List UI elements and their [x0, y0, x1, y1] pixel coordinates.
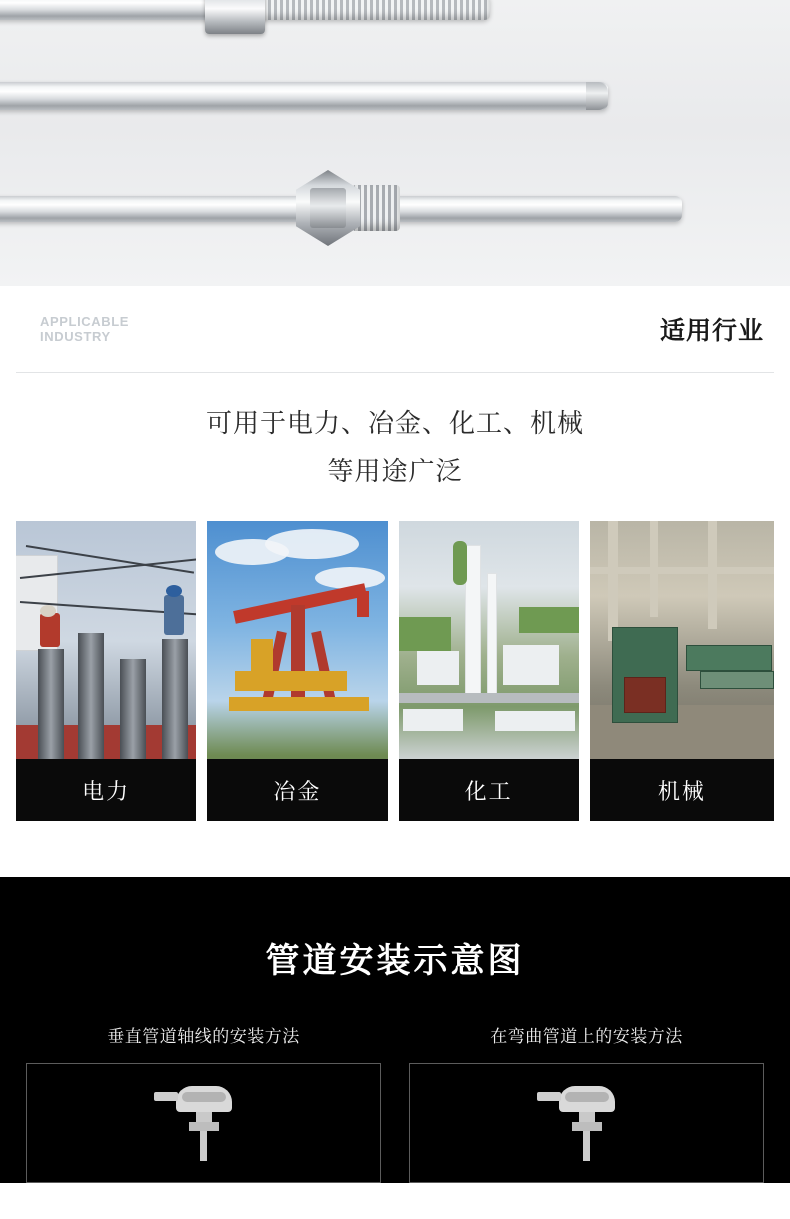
- factory-pipe-1: [608, 521, 618, 641]
- section-title-chinese: 适用行业: [659, 317, 764, 345]
- cloud-2: [265, 529, 359, 559]
- pumpjack-foundation: [229, 697, 369, 711]
- sensor-mounting-nut: [189, 1122, 219, 1131]
- distillation-tower-1: [465, 545, 481, 695]
- industry-headline-line1: 可用于电力、冶金、化工、机械: [205, 408, 584, 438]
- product-photo-gallery: [0, 0, 790, 286]
- product-photo-middle-rod: [0, 82, 608, 110]
- hex-nut-top: [205, 0, 265, 34]
- installation-diagram-bend: [409, 1022, 764, 1183]
- green-area-1: [399, 617, 451, 651]
- plant-road: [399, 693, 579, 703]
- installation-diagram-row: [0, 1022, 790, 1183]
- plant-building-3: [403, 709, 463, 731]
- sensor-mounting-nut: [572, 1122, 602, 1131]
- section-label-english-line2: INDUSTRY: [40, 329, 111, 344]
- insulator-2: [78, 633, 104, 759]
- installation-diagram-vertical-box: [26, 1063, 381, 1183]
- distillation-tower-2: [487, 573, 497, 695]
- installation-diagram-section: [0, 877, 790, 1183]
- installation-diagram-bend-caption: 在弯曲管道上的安装方法: [490, 1027, 683, 1046]
- green-area-2: [519, 607, 579, 633]
- industry-card-machinery-label: 机械: [590, 759, 774, 821]
- insulator-3: [120, 659, 146, 759]
- worker-1: [40, 613, 60, 647]
- installation-diagram-vertical-caption: 垂直管道轴线的安装方法: [107, 1027, 300, 1046]
- industry-card-metallurgy[interactable]: [207, 521, 387, 821]
- section-header: [14, 286, 776, 372]
- plant-building-4: [495, 711, 575, 731]
- insulator-4: [162, 639, 188, 759]
- industry-card-metallurgy-label: 冶金: [207, 759, 387, 821]
- worker-1-helmet: [40, 605, 56, 617]
- sensor-head: [559, 1086, 615, 1112]
- installation-diagram-vertical: [26, 1022, 381, 1183]
- industry-headline-line2: 等用途广泛: [327, 456, 463, 486]
- section-label-english: [16, 314, 129, 344]
- industry-card-power[interactable]: [16, 521, 196, 821]
- machine-access-panel: [624, 677, 666, 713]
- industry-card-chemical[interactable]: [399, 521, 579, 821]
- industry-card-list: [14, 521, 776, 877]
- hex-nut-bottom-inner: [310, 188, 346, 228]
- installation-diagram-bend-box: [409, 1063, 764, 1183]
- applicable-industry-section: [0, 286, 790, 877]
- insulator-1: [38, 649, 64, 759]
- factory-pipe-3: [708, 521, 717, 629]
- sensor-neck: [196, 1112, 212, 1122]
- industry-card-machinery[interactable]: [590, 521, 774, 821]
- sensor-cable-gland: [537, 1092, 561, 1101]
- thermocouple-sensor-icon: [559, 1086, 615, 1161]
- sensor-cable-gland: [154, 1092, 178, 1101]
- pumpjack-counterweight: [251, 639, 273, 677]
- thermocouple-sensor-icon: [176, 1086, 232, 1161]
- worker-2-helmet: [166, 585, 182, 597]
- factory-pipe-horizontal: [590, 567, 774, 574]
- section-label-english-line1: APPLICABLE: [40, 314, 130, 329]
- sensor-neck: [579, 1112, 595, 1122]
- green-tree-1: [453, 541, 467, 585]
- industry-card-chemical-label: 化工: [399, 759, 579, 821]
- plant-building-2: [503, 645, 559, 685]
- industry-card-power-label: 电力: [16, 759, 196, 821]
- sensor-head: [176, 1086, 232, 1112]
- sensor-stem: [583, 1131, 590, 1161]
- industry-headline: [14, 373, 776, 521]
- worker-2: [164, 595, 184, 635]
- sensor-stem: [200, 1131, 207, 1161]
- rod-end-cap: [586, 82, 608, 110]
- pumpjack-horsehead: [357, 591, 369, 617]
- conveyor-belt: [700, 671, 774, 689]
- threaded-section-top: [262, 0, 490, 20]
- plant-building-1: [417, 651, 459, 685]
- pumpjack-leg-right: [311, 631, 337, 707]
- conveyor-unit: [686, 645, 772, 671]
- installation-section-title: 管道安装示意图: [265, 942, 525, 980]
